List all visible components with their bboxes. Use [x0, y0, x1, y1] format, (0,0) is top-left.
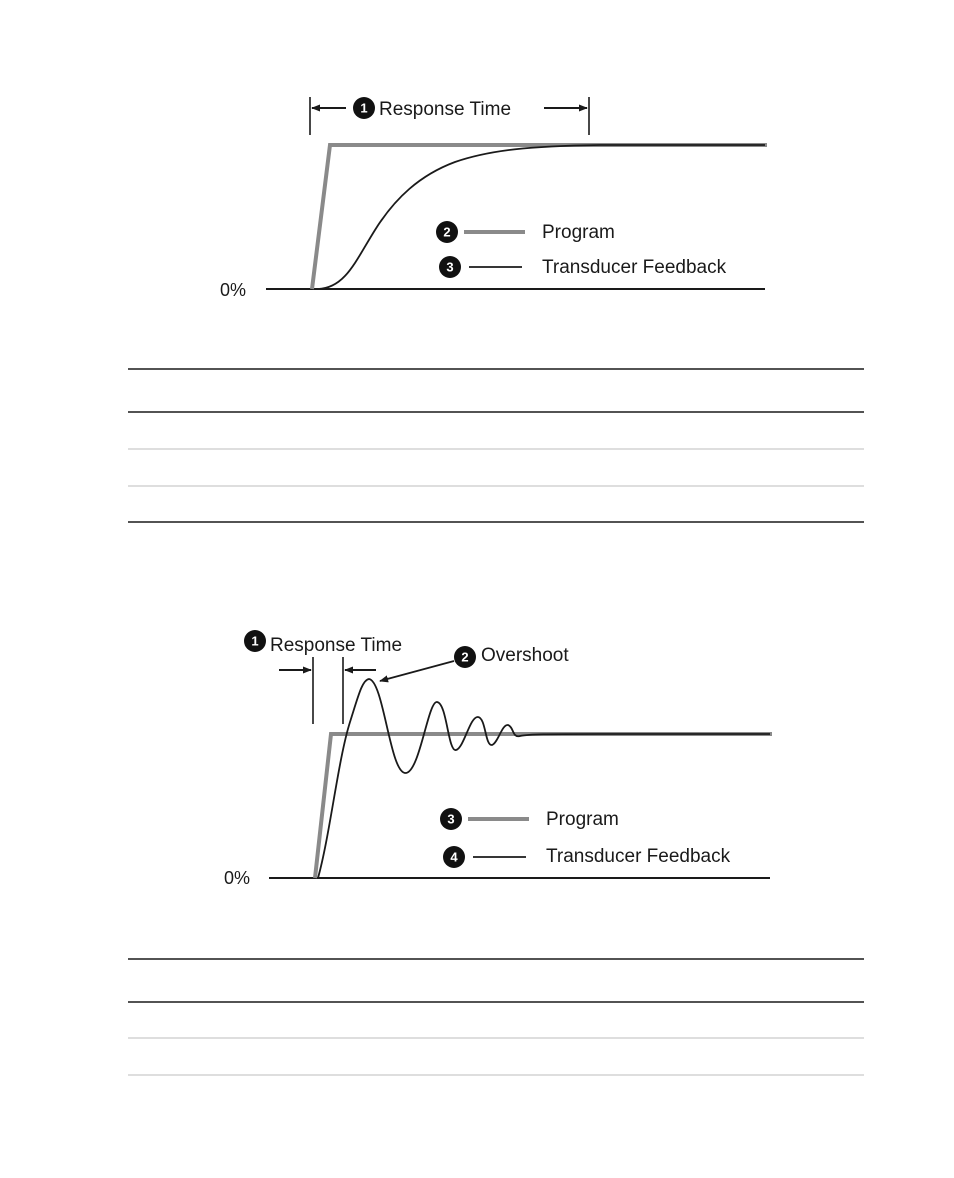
svg-text:Overshoot: Overshoot: [481, 645, 569, 666]
svg-text:2: 2: [443, 224, 451, 240]
table-2-rules: [128, 959, 864, 1075]
svg-text:Program: Program: [542, 222, 615, 243]
legend-program: [440, 808, 619, 830]
zero-percent-label: 0%: [220, 280, 247, 300]
table-1-rules: [128, 369, 864, 522]
svg-text:1: 1: [251, 633, 259, 649]
svg-text:3: 3: [447, 811, 455, 827]
svg-text:2: 2: [461, 649, 469, 665]
legend-transducer-feedback: [439, 256, 727, 278]
svg-text:Transducer Feedback: Transducer Feedback: [546, 846, 731, 867]
legend-transducer-feedback: [443, 846, 731, 868]
figure-response-time: [220, 97, 767, 300]
svg-text:4: 4: [450, 849, 458, 865]
svg-text:1: 1: [360, 100, 368, 116]
svg-text:Response Time: Response Time: [379, 99, 512, 120]
zero-percent-label: 0%: [224, 868, 251, 888]
callout-1-response-time: [353, 97, 511, 120]
callout-2-overshoot: [380, 645, 569, 681]
callout-1-response-time: [244, 630, 402, 656]
svg-text:Program: Program: [546, 809, 619, 830]
svg-text:3: 3: [446, 259, 454, 275]
figure-overshoot: [224, 630, 772, 888]
legend-program: [436, 221, 615, 243]
svg-text:Response Time: Response Time: [270, 635, 403, 656]
svg-text:Transducer Feedback: Transducer Feedback: [542, 257, 727, 278]
overshoot-arrow: [380, 661, 454, 681]
